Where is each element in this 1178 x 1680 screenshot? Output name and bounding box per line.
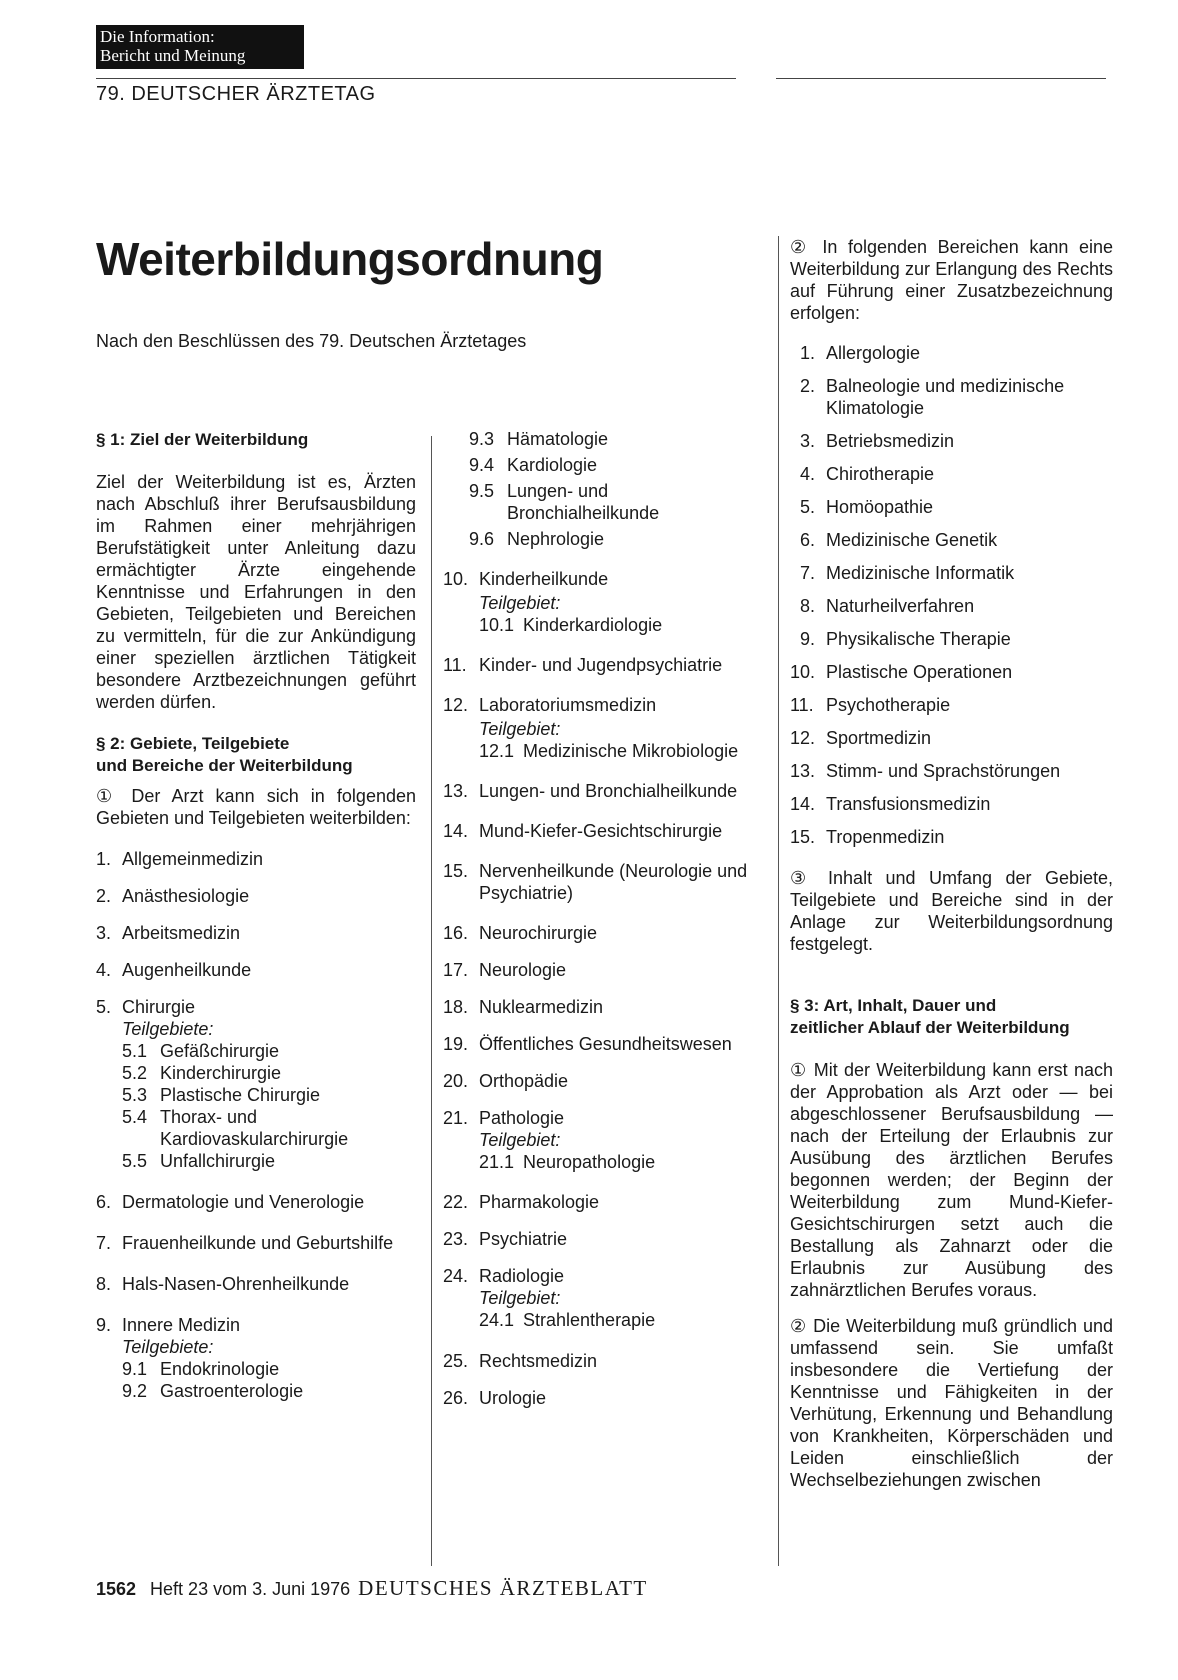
item-number: 8. [96,1274,112,1294]
sub-item-text: Gefäßchirurgie [160,1041,280,1061]
item-text: Stimm- und Sprachstörungen [826,761,1061,781]
sub-item [469,528,763,550]
issue-info: Heft 23 vom 3. Juni 1976 [150,1579,351,1599]
badge-line-2: Bericht und Meinung [100,46,246,65]
item-text: Homöopathie [826,497,934,517]
item-text: Medizinische Genetik [826,530,998,550]
item-number: 6. [800,530,816,550]
item-number: 10. [790,662,816,682]
item-number: 12. [790,728,816,748]
list-item [443,1387,763,1409]
badge-line-1: Die Information: [100,27,215,46]
list-item [96,922,416,944]
sub-item-text: Medizinische Mikrobiologie [523,741,739,761]
sub-item-text: Kardiologie [507,455,598,475]
item-text: Frauenheilkunde und Geburtshilfe [122,1233,394,1253]
sub-item-number: 12.1 [479,741,515,761]
item-text: Psychiatrie [479,1229,568,1249]
list-item [790,430,1113,452]
item-number: 11. [443,655,467,675]
item-number: 23. [443,1229,469,1249]
page-footer [96,1576,648,1601]
sub-item-text: Lungen- und Bronchialheilkunde [507,481,660,523]
sub-item-text: Strahlentherapie [523,1310,656,1330]
item-text: Sportmedizin [826,728,932,748]
teilgebiete-label: Teilgebiete: [122,1337,214,1357]
sub-item [479,1309,763,1331]
sub-item-text: Plastische Chirurgie [160,1085,321,1105]
header-rule [776,78,1106,79]
sub-item [479,1151,763,1173]
list-item [96,959,416,981]
item-number: 1. [96,849,112,869]
sub-item-text: Unfallchirurgie [160,1151,276,1171]
item-text: Neurochirurgie [479,923,598,943]
item-number: 9. [96,1315,112,1335]
item-text: Kinderheilkunde [479,569,609,589]
section-3-heading [790,995,1113,1039]
sub-item [479,614,763,636]
item-number: 7. [800,563,816,583]
sub-item-number: 9.1 [122,1359,148,1379]
item-number: 10. [443,569,469,589]
item-number: 20. [443,1071,469,1091]
section-2-paragraph-3: ③ Inhalt und Umfang der Gebiete, Teilgebiete und Bereiche sind in der Anlage zur Weiterbildungsordnung festgelegt. [790,868,1113,954]
item-text: Psychotherapie [826,695,951,715]
sub-item [122,1380,416,1402]
item-number: 8. [800,596,816,616]
item-number: 17. [443,960,469,980]
item-number: 13. [790,761,816,781]
list-item [790,826,1113,848]
list-item [443,922,763,944]
item-text: Chirurgie [122,997,196,1017]
column-divider [431,436,432,1566]
item-text: Augenheilkunde [122,960,252,980]
sub-item [469,428,763,450]
sub-item-number: 9.6 [469,529,495,549]
item-number: 15. [443,861,469,881]
column-1 [96,429,416,1402]
item-number: 25. [443,1351,469,1371]
section-3-heading-line-1: § 3: Art, Inhalt, Dauer und [790,996,997,1015]
item-number: 6. [96,1192,112,1212]
item-number: 24. [443,1266,469,1286]
sub-item [122,1106,416,1150]
sub-item [122,1040,416,1062]
item-number: 7. [96,1233,112,1253]
item-text: Pharmakologie [479,1192,600,1212]
item-text: Innere Medizin [122,1315,241,1335]
column-3 [790,236,1113,1491]
item-text: Physikalische Therapie [826,629,1011,649]
list-item [443,1228,763,1250]
section-3-heading-line-2: zeitlicher Ablauf der Weiterbildung [790,1018,1070,1037]
sub-item-number: 5.2 [122,1063,148,1083]
list-item [790,727,1113,749]
list-item [443,820,763,842]
sub-item-number: 5.1 [122,1041,148,1061]
sub-item-text: Kinderchirurgie [160,1063,282,1083]
page-subtitle: Nach den Beschlüssen des 79. Deutschen Ärztetages [96,331,527,351]
sub-item-text: Hämatologie [507,429,609,449]
list-item [443,959,763,981]
list-item [96,996,416,1018]
sub-item [479,740,763,762]
list-item [443,860,763,904]
item-text: Mund-Kiefer-Gesichtschirurgie [479,821,723,841]
list-item [443,568,763,590]
item-number: 26. [443,1388,469,1408]
sub-item-number: 10.1 [479,615,515,635]
item-number: 15. [790,827,816,847]
item-text: Pathologie [479,1108,565,1128]
item-number: 18. [443,997,469,1017]
sub-item-text: Endokrinologie [160,1359,280,1379]
item-number: 2. [96,886,112,906]
item-number: 21. [443,1108,469,1128]
item-text: Hals-Nasen-Ohrenheilkunde [122,1274,350,1294]
sub-item-text: Gastroenterologie [160,1381,304,1401]
list-item [790,375,1113,419]
sub-item-text: Kinderkardiologie [523,615,663,635]
item-text: Tropenmedizin [826,827,945,847]
item-number: 4. [96,960,112,980]
item-number: 14. [443,821,469,841]
list-item [443,1350,763,1372]
item-number: 16. [443,923,469,943]
item-text: Nuklearmedizin [479,997,604,1017]
page-number: 1562 [96,1579,137,1599]
section-2-paragraph-1: ① Der Arzt kann sich in folgenden Gebieten und Teilgebieten weiterbilden: [96,786,416,828]
item-text: Allergologie [826,343,921,363]
list-item [443,1033,763,1055]
teilgebiet-label: Teilgebiet: [479,719,561,739]
sub-item-number: 24.1 [479,1310,515,1330]
section-3-paragraph-1: ① Mit der Weiterbildung kann erst nach der Approbation als Arzt oder — bei abgeschlossener Berufsausbildung — nach der Erteilung der Erlaubnis zur Ausübung des ärztlichen Berufes begonnen werden; der Beginn der Weiterbildung zum Mund-Kiefer-Gesichtschirurgen setzt auch die Bestallung als Zahnarzt oder die Erlaubnis zur Ausübung des zahnärztlichen Berufes voraus. [790,1060,1113,1300]
list-item [790,694,1113,716]
item-text: Betriebsmedizin [826,431,955,451]
section-badge [96,25,304,69]
item-number: 11. [790,695,814,715]
sub-item [122,1358,416,1380]
list-item [443,1070,763,1092]
item-number: 2. [800,376,816,396]
list-item [96,1232,416,1254]
sub-item-number: 9.3 [469,429,495,449]
list-item [790,628,1113,650]
item-number: 5. [96,997,112,1017]
list-item [790,529,1113,551]
sub-item-number: 9.5 [469,481,495,501]
section-1-text: Ziel der Weiterbildung ist es, Ärzten nach Abschluß ihrer Berufsausbildung im Rahmen einer mehrjährigen Berufstätigkeit unter Anleitung dazu ermächtigter Ärzte eingehende Kenntnisse und Erfahrungen in den Gebieten, Teilgebieten und Bereichen zu vermitteln, für die zur Ankündigung einer speziellen ärztlichen Tätigkeit besondere Arztbezeichnungen geführt werden dürfen. [96,472,416,712]
item-text: Arbeitsmedizin [122,923,241,943]
section-title: 79. DEUTSCHER ÄRZTETAG [96,83,376,105]
column-divider [778,236,779,1566]
teilgebiete-label: Teilgebiete: [122,1019,214,1039]
sub-item-number: 21.1 [479,1152,515,1172]
section-3-paragraph-2: ② Die Weiterbildung muß gründlich und umfassend sein. Sie umfaßt insbesondere die Vertiefung der Kenntnisse und Fähigkeiten in der Verhütung, Erkennung und Behandlung von Krankheiten, Körperschäden und Leiden einschließlich der Wechselbeziehungen zwischen [790,1316,1113,1490]
item-text: Chirotherapie [826,464,935,484]
header-rule [96,78,736,79]
item-number: 5. [800,497,816,517]
sub-item [469,454,763,476]
item-number: 1. [800,343,816,363]
teilgebiet-label: Teilgebiet: [479,1288,561,1308]
item-number: 19. [443,1034,469,1054]
list-item [790,661,1113,683]
item-text: Orthopädie [479,1071,569,1091]
item-number: 22. [443,1192,469,1212]
item-text: Laboratoriumsmedizin [479,695,657,715]
item-text: Lungen- und Bronchialheilkunde [479,781,738,801]
item-text: Naturheilverfahren [826,596,975,616]
item-number: 4. [800,464,816,484]
list-item [443,1191,763,1213]
item-number: 13. [443,781,469,801]
sub-item-text: Thorax- und Kardiovaskularchirurgie [160,1107,349,1149]
item-text: Urologie [479,1388,547,1408]
item-text: Medizinische Informatik [826,563,1015,583]
sub-item-number: 9.2 [122,1381,148,1401]
list-item [790,496,1113,518]
sub-item-number: 5.5 [122,1151,148,1171]
list-item [790,463,1113,485]
list-item [443,654,763,676]
section-2-paragraph-2: ② In folgenden Bereichen kann eine Weiterbildung zur Erlangung des Rechts auf Führung einer Zusatzbezeichnung erfolgen: [790,237,1113,323]
item-number: 12. [443,695,469,715]
list-item [790,562,1113,584]
sub-item-text: Nephrologie [507,529,605,549]
list-item [96,1314,416,1336]
teilgebiet-label: Teilgebiet: [479,1130,561,1150]
sub-item [122,1062,416,1084]
list-item [443,996,763,1018]
item-text: Radiologie [479,1266,565,1286]
item-text: Öffentliches Gesundheitswesen [479,1034,732,1054]
item-number: 3. [800,431,816,451]
section-2-heading-line-2: und Bereiche der Weiterbildung [96,756,353,775]
item-number: 3. [96,923,112,943]
list-item [443,1107,763,1129]
list-item [790,342,1113,364]
item-text: Dermatologie und Venerologie [122,1192,365,1212]
sub-item-number: 9.4 [469,455,495,475]
sub-item [122,1150,416,1172]
sub-item [122,1084,416,1106]
item-text: Transfusionsmedizin [826,794,991,814]
section-2-heading [96,733,416,777]
journal-name: DEUTSCHES ÄRZTEBLATT [358,1576,648,1600]
item-text: Rechtsmedizin [479,1351,598,1371]
list-item [443,780,763,802]
item-text: Nervenheilkunde (Neurologie und Psychiatrie) [479,861,748,903]
list-item [790,793,1113,815]
list-item [96,1273,416,1295]
sub-item [469,480,763,524]
item-text: Neurologie [479,960,567,980]
teilgebiet-label: Teilgebiet: [479,593,561,613]
item-text: Balneologie und medizinische Klimatologie [826,376,1065,418]
item-number: 9. [800,629,816,649]
column-2 [443,428,763,1409]
item-text: Kinder- und Jugendpsychiatrie [479,655,723,675]
sub-item-number: 5.3 [122,1085,148,1105]
sub-item-number: 5.4 [122,1107,148,1127]
list-item [443,694,763,716]
section-1-heading: § 1: Ziel der Weiterbildung [96,430,309,449]
page-title: Weiterbildungsordnung [96,233,604,285]
list-item [790,595,1113,617]
item-text: Anästhesiologie [122,886,250,906]
item-text: Allgemeinmedizin [122,849,264,869]
section-2-heading-line-1: § 2: Gebiete, Teilgebiete [96,734,290,753]
list-item [790,760,1113,782]
list-item [96,848,416,870]
sub-item-text: Neuropathologie [523,1152,656,1172]
item-number: 14. [790,794,816,814]
list-item [443,1265,763,1287]
list-item [96,1191,416,1213]
list-item [96,885,416,907]
item-text: Plastische Operationen [826,662,1013,682]
